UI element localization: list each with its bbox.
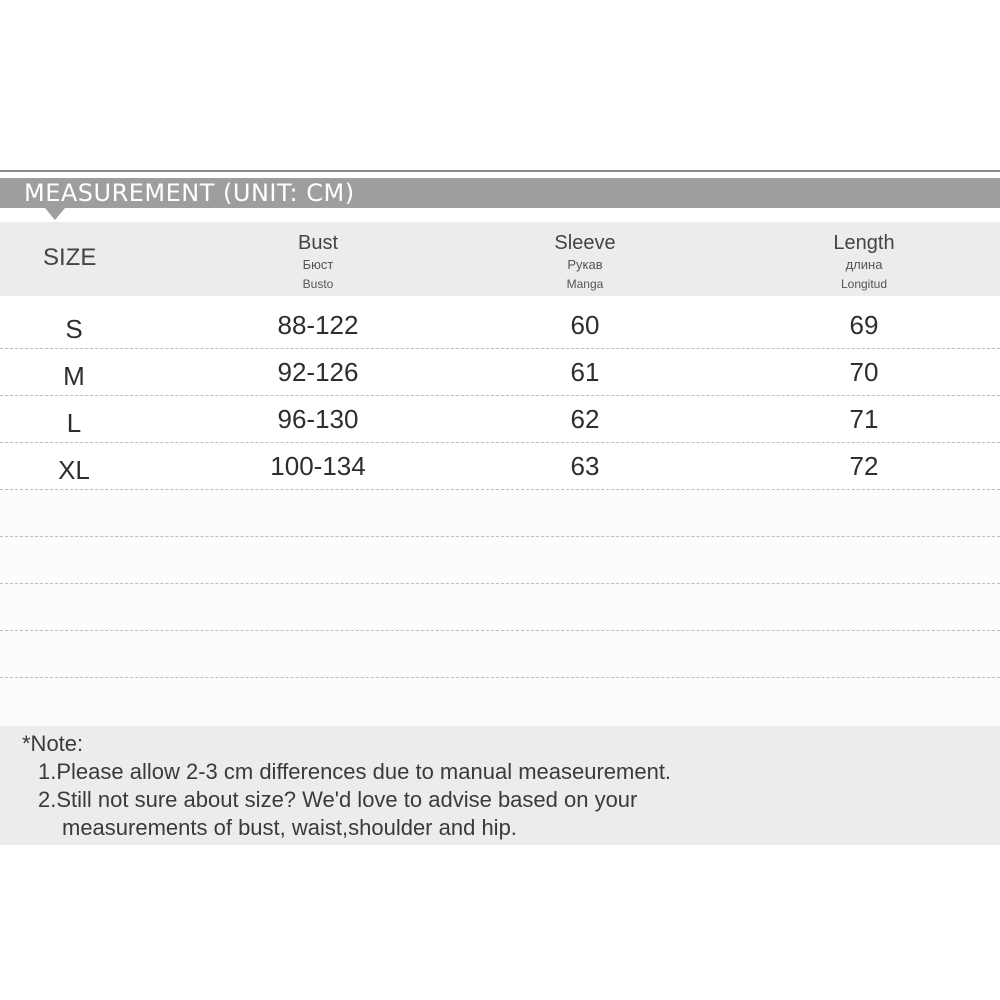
empty-row <box>0 490 1000 537</box>
note-box <box>0 726 1000 845</box>
sleeve-header <box>485 222 685 296</box>
note-line-1: 1.Please allow 2-3 cm differences due to manual measeurement. <box>38 759 672 784</box>
table-row <box>0 302 1000 349</box>
length-cell: 72 <box>849 451 879 481</box>
table-row <box>0 349 1000 396</box>
length-header-es: Longitud <box>840 277 888 291</box>
sleeve-header-es: Manga <box>566 277 604 291</box>
bust-cell: 92-126 <box>277 357 359 387</box>
banner-title: MEASUREMENT (UNIT: CM) <box>24 179 355 207</box>
bust-header <box>218 222 418 296</box>
empty-row <box>0 537 1000 584</box>
measurement-banner <box>0 178 1000 208</box>
table-row <box>0 396 1000 443</box>
length-cell: 71 <box>849 404 879 434</box>
sleeve-header-en: Sleeve <box>554 232 616 254</box>
length-header <box>764 222 964 296</box>
bust-header-es: Busto <box>302 277 334 291</box>
length-header-ru: длина <box>845 257 883 272</box>
size-cell: M <box>63 361 85 391</box>
sleeve-cell: 60 <box>570 310 600 340</box>
empty-row <box>0 631 1000 678</box>
length-header-en: Length <box>833 232 895 254</box>
size-header: SIZE <box>43 244 97 271</box>
sleeve-cell: 63 <box>570 451 600 481</box>
top-divider <box>0 170 1000 172</box>
length-cell: 69 <box>849 310 879 340</box>
empty-row <box>0 678 1000 726</box>
size-cell: S <box>65 314 83 344</box>
sleeve-header-ru: Рукав <box>567 257 603 272</box>
note-line-2: 2.Still not sure about size? We'd love to advise based on your <box>38 787 638 812</box>
bust-header-en: Bust <box>297 232 339 254</box>
note-title: *Note: <box>22 731 84 756</box>
bust-cell: 100-134 <box>270 451 366 481</box>
size-cell: L <box>66 408 82 438</box>
sleeve-cell: 62 <box>570 404 600 434</box>
empty-row <box>0 584 1000 631</box>
bust-header-ru: Бюст <box>302 257 334 272</box>
length-cell: 70 <box>849 357 879 387</box>
banner-pointer <box>45 208 65 220</box>
size-cell: XL <box>58 455 90 485</box>
note-line-3: measurements of bust, waist,shoulder and hip. <box>62 815 517 840</box>
size-table-body <box>0 302 1000 726</box>
bust-cell: 88-122 <box>277 310 359 340</box>
sleeve-cell: 61 <box>570 357 600 387</box>
table-header <box>0 222 1000 296</box>
table-row <box>0 443 1000 490</box>
bust-cell: 96-130 <box>277 404 359 434</box>
